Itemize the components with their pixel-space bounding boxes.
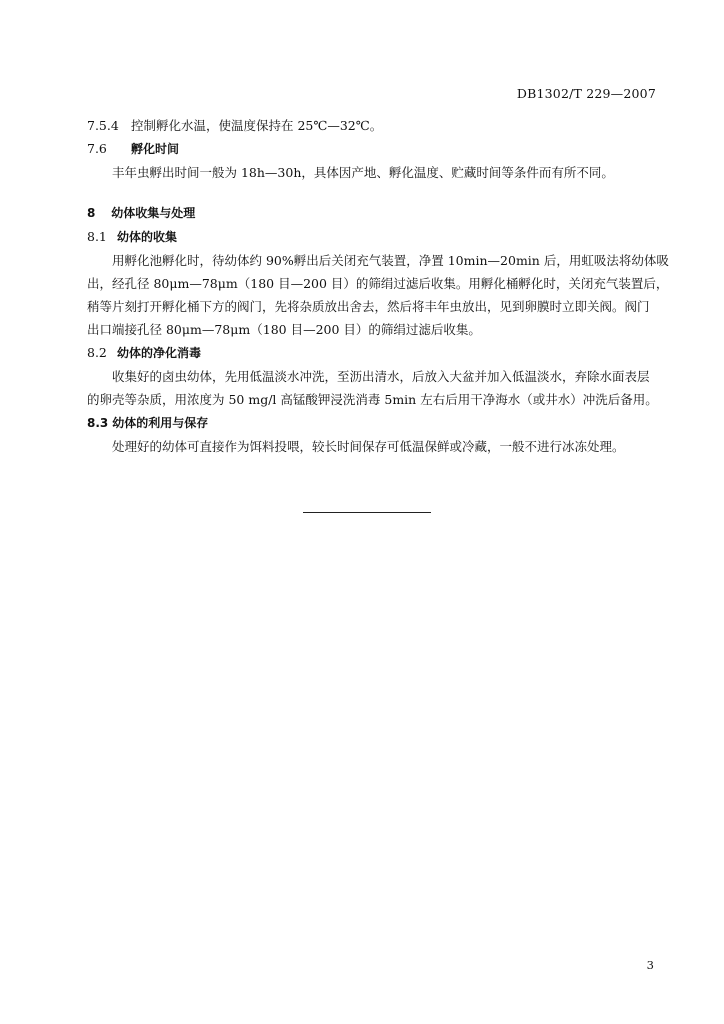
clause-title: 幼体的收集 <box>116 230 177 244</box>
clause-7-6-heading <box>87 137 657 161</box>
clause-8-1-line: 用孵化池孵化时，待幼体约 90%孵出后关闭充气装置，净置 10min—20min 后，用虹吸法将幼体吸 <box>112 253 669 268</box>
clause-8-3-body: 处理好的幼体可直接作为饵料投喂，较长时间保存可低温保鲜或冷藏，一般不进行冰冻处理。 <box>112 439 625 454</box>
clause-number: 7.5.4 <box>87 118 119 133</box>
standard-code: DB1302/T 229—2007 <box>516 86 656 101</box>
clause-8-1-line: 出，经孔径 80μm—78μm（180 目—200 目）的筛绢过滤后收集。用孵化桶孵化时，关闭充气装置后， <box>87 276 669 291</box>
section-title: 幼体收集与处理 <box>111 206 196 220</box>
section-number: 8 <box>87 206 96 220</box>
clause-8-3-heading <box>87 411 657 435</box>
clause-8-2-line: 的卵壳等杂质，用浓度为 50 mg/l 高锰酸钾浸洗消毒 5min 左右后用干净海水（或井水）冲洗后备用。 <box>87 392 658 407</box>
clause-8-2-heading <box>87 341 657 365</box>
clause-number: 8.1 <box>87 229 107 244</box>
clause-7-6-body: 丰年虫孵出时间一般为 18h—30h，具体因产地、孵化温度、贮藏时间等条件而有所不同。 <box>112 165 614 180</box>
clause-8-1-line: 稍等片刻打开孵化桶下方的阀门，先将杂质放出舍去，然后将丰年虫放出，见到卵膜时立即关阀。阀门 <box>87 299 650 314</box>
clause-title: 幼体的利用与保存 <box>112 416 209 430</box>
clause-number: 8.3 <box>87 416 109 430</box>
document-body <box>87 114 669 458</box>
clause-7-5-4 <box>87 114 657 137</box>
section-8-heading <box>87 202 657 225</box>
clause-8-1-heading <box>87 225 657 249</box>
clause-number: 8.2 <box>87 345 107 360</box>
clause-title: 孵化时间 <box>130 142 179 156</box>
clause-number: 7.6 <box>87 141 107 156</box>
clause-8-1-line: 出口端接孔径 80μm—78μm（180 目—200 目）的筛绢过滤后收集。 <box>87 322 481 337</box>
clause-8-2-line: 收集好的卤虫幼体，先用低温淡水冲洗，至沥出清水，后放入大盆并加入低温淡水，弃除水面表层 <box>112 369 650 384</box>
end-of-document-rule <box>303 512 431 513</box>
clause-title: 幼体的净化消毒 <box>116 346 201 360</box>
page-number: 3 <box>646 958 654 972</box>
clause-text: 控制孵化水温，使温度保持在 25℃—32℃。 <box>130 118 383 133</box>
